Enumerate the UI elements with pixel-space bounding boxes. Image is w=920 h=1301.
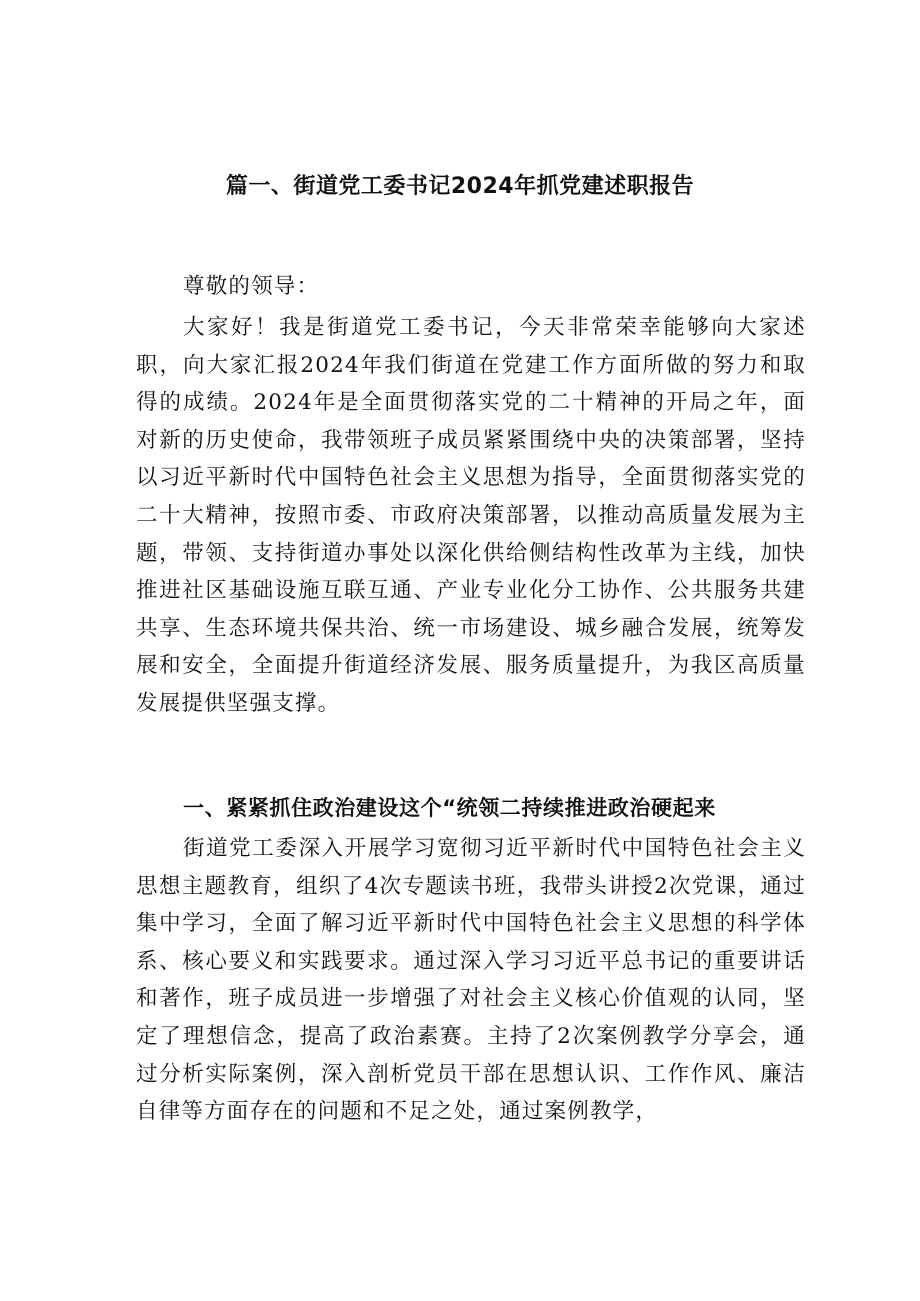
body-paragraph: 街道党工委深入开展学习宽彻习近平新时代中国特色社会主义思想主题教育，组织了4次专题读书班，我带头讲授2次党课，通过集中学习，全面了解习近平新时代中国特色社会主义思想的科学体系、核心要义和实践要求。通过深入学习习近平总书记的重要讲话和著作，班子成员进一步增强了对社会主义核心价值观的认同，坚定了理想信念，提高了政治素赛。主持了2次案例教学分享会，通过分析实际案例，深入剖析党员干部在思想认识、工作作风、廉洁自律等方面存在的问题和不足之处，通过案例教学， (136, 836, 806, 1125)
salutation: 尊敬的领导： (183, 274, 320, 299)
body-paragraph: 大家好！我是街道党工委书记，今天非常荣幸能够向大家述职，向大家汇报2024年我们街道在党建工作方面所做的努力和取得的成绩。2024年是全面贯彻落实党的二十精神的开局之年，面对新的历史使命，我带领班子成员紧紧围绕中央的决策部署，坚持以习近平新时代中国特色社会主义思想为指导，全面贯彻落实党的二十大精神，按照市委、市政府决策部署，以推动高质量发展为主题，带领、支持街道办事处以深化供给侧结构性改革为主线，加快推进社区基础设施互联互通、产业专业化分工协作、公共服务共建共享、生态环境共保共治、统一市场建设、城乡融合发展，统筹发展和安全，全面提升街道经济发展、服务质量提升，为我区高质量发展提供坚强支撑。 (136, 315, 806, 716)
document-title: 篇一、街道党工委书记2024年抓党建述职报告 (225, 174, 695, 199)
section-heading: 一、紧紧抓住政治建设这个“统领二持续推进政治硬起来 (183, 796, 716, 820)
